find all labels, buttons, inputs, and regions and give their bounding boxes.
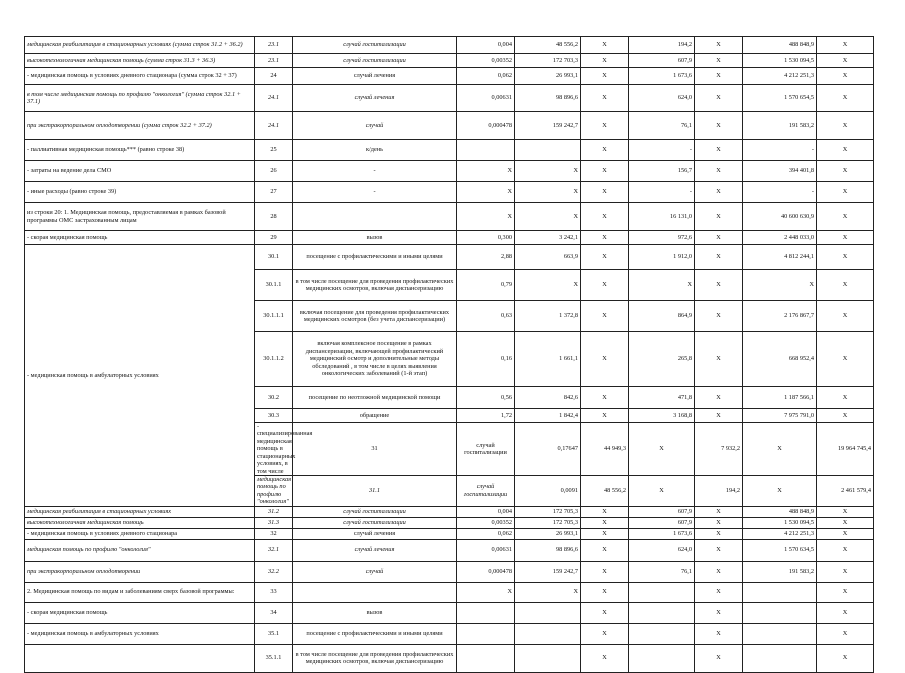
cell-budget-per-capita: X — [581, 506, 629, 517]
table-row — [25, 623, 874, 644]
row-code: 30.1.1 — [255, 270, 293, 301]
row-label: при экстракорпоральном оплодотворении — [25, 561, 255, 582]
row-code: 26 — [255, 161, 293, 182]
row-unit: случай — [293, 561, 457, 582]
row-unit: в том числе посещение для проведения профилактических медицинских осмотров, включая диспансеризацию — [293, 644, 457, 672]
cell-oms-per-capita: 76,1 — [629, 112, 695, 140]
cell-oms-per-capita: 864,9 — [629, 301, 695, 332]
row-unit: случай госпитализации — [293, 37, 457, 54]
row-label: - паллиативная медицинская помощь*** (равно строке 38) — [25, 140, 255, 161]
cell-cost-norm — [515, 140, 581, 161]
row-code: 25 — [255, 140, 293, 161]
cell-cost-norm: X — [515, 582, 581, 602]
row-label: - затраты на ведение дела СМО — [25, 161, 255, 182]
table-row — [25, 231, 874, 245]
table-row — [25, 112, 874, 140]
row-code: 32 — [255, 528, 293, 539]
cell-cost-norm: 172 705,3 — [515, 506, 581, 517]
row-unit: - — [293, 182, 457, 203]
cell-percent: X — [817, 602, 874, 623]
table-row — [25, 54, 874, 68]
cell-oms-per-capita: 1 673,6 — [629, 528, 695, 539]
cell-cost-norm: 172 705,3 — [515, 517, 581, 528]
table-row — [25, 182, 874, 203]
cell-budget-total: X — [695, 68, 743, 85]
row-unit: случай лечения — [293, 68, 457, 85]
row-label: медицинская помощь по профилю "онкология" — [255, 475, 293, 506]
row-unit: посещение с профилактическими и иными целями — [293, 623, 457, 644]
cell-oms-total: 1 530 094,5 — [743, 517, 817, 528]
row-code: 29 — [255, 231, 293, 245]
row-code: 31.3 — [255, 517, 293, 528]
row-label: высокотехнологичная медицинская помощь (сумма строк 31.3 + 36.3) — [25, 54, 255, 68]
cell-percent: X — [817, 182, 874, 203]
cell-budget-total: X — [695, 644, 743, 672]
cell-percent: X — [817, 203, 874, 231]
cell-budget-per-capita: X — [581, 561, 629, 582]
cell-budget-total: X — [695, 270, 743, 301]
row-code: 34 — [255, 602, 293, 623]
cell-oms-total: 488 848,9 — [743, 37, 817, 54]
table-body — [25, 37, 874, 673]
cell-budget-total: X — [695, 245, 743, 270]
cell-oms-per-capita: 624,0 — [629, 85, 695, 112]
row-label: при экстракорпоральном оплодотворении (сумма строк 32.2 + 37.2) — [25, 112, 255, 140]
cell-cost-norm: 1 661,1 — [515, 332, 581, 387]
table-row — [25, 582, 874, 602]
row-label: - скорая медицинская помощь — [25, 602, 255, 623]
row-label: - иные расходы (равно строке 39) — [25, 182, 255, 203]
cell-oms-total: - — [743, 182, 817, 203]
cell-budget-total: X — [695, 517, 743, 528]
cell-oms-total: 394 401,8 — [743, 161, 817, 182]
cell-budget-total: X — [695, 623, 743, 644]
row-unit: посещение по неотложной медицинской помощи — [293, 387, 457, 409]
cell-cost-norm: 26 993,1 — [515, 528, 581, 539]
cell-budget-per-capita: X — [581, 602, 629, 623]
row-code: 23.1 — [255, 37, 293, 54]
cell-budget-total: X — [695, 140, 743, 161]
cell-volume-norm: 0,16 — [457, 332, 515, 387]
cell-volume-norm: 0,17647 — [515, 423, 581, 476]
row-unit: вызов — [293, 231, 457, 245]
cell-oms-per-capita — [629, 644, 695, 672]
cell-oms-total: X — [743, 270, 817, 301]
row-code: 23.1 — [255, 54, 293, 68]
cell-budget-per-capita: X — [581, 623, 629, 644]
row-label: медицинская реабилитация в стационарных условиях (сумма строк 31.2 + 36.2) — [25, 37, 255, 54]
cell-oms-total — [743, 644, 817, 672]
cell-percent: X — [817, 140, 874, 161]
cell-budget-total: X — [695, 409, 743, 423]
cell-cost-norm: X — [515, 182, 581, 203]
cell-volume-norm: 0,79 — [457, 270, 515, 301]
cell-cost-norm: 98 896,6 — [515, 539, 581, 561]
row-unit: включая комплексное посещение в рамках диспансеризации, включающей профилактический медицинский осмотр и дополнительные методы обследований , в том числе в целях выявления онкологических заболеваний (1-й этап) — [293, 332, 457, 387]
cell-oms-total: 1 570 654,5 — [743, 85, 817, 112]
cell-budget-total: X — [743, 423, 817, 476]
cell-oms-total: 19 964 745,4 — [817, 423, 874, 476]
cell-percent: X — [817, 409, 874, 423]
cell-volume-norm — [457, 644, 515, 672]
table-row — [25, 506, 874, 517]
cell-oms-total — [743, 602, 817, 623]
row-code: 27 — [255, 182, 293, 203]
cell-cost-norm: X — [515, 270, 581, 301]
cell-cost-norm: 48 556,2 — [515, 37, 581, 54]
cell-oms-total: 4 212 251,3 — [743, 528, 817, 539]
row-unit: случай госпитализации — [293, 54, 457, 68]
cell-budget-total: X — [695, 602, 743, 623]
cell-volume-norm — [457, 623, 515, 644]
cell-oms-total: 40 600 630,9 — [743, 203, 817, 231]
cell-volume-norm: 0,56 — [457, 387, 515, 409]
cell-cost-norm: 159 242,7 — [515, 112, 581, 140]
cell-budget-per-capita: X — [581, 332, 629, 387]
cell-oms-per-capita: 607,9 — [629, 54, 695, 68]
cell-budget-per-capita: X — [581, 270, 629, 301]
cell-budget-total: X — [695, 539, 743, 561]
cell-oms-total: 1 570 634,5 — [743, 539, 817, 561]
cell-cost-norm: 3 242,1 — [515, 231, 581, 245]
cell-cost-norm: X — [515, 203, 581, 231]
cell-cost-norm: 1 842,4 — [515, 409, 581, 423]
cell-percent: X — [817, 231, 874, 245]
row-unit: случай госпитализации — [457, 475, 515, 506]
cell-percent: X — [817, 68, 874, 85]
cell-oms-total: 2 176 867,7 — [743, 301, 817, 332]
cell-budget-per-capita: X — [581, 644, 629, 672]
cell-budget-per-capita: X — [581, 409, 629, 423]
row-code: 35.1.1 — [255, 644, 293, 672]
cell-budget-per-capita: X — [581, 203, 629, 231]
cell-percent: X — [817, 301, 874, 332]
cell-volume-norm — [457, 602, 515, 623]
cell-percent: X — [817, 539, 874, 561]
row-label: - медицинская помощь в условиях дневного стационара — [25, 528, 255, 539]
cell-oms-total: 2 448 033,0 — [743, 231, 817, 245]
row-code: 30.3 — [255, 409, 293, 423]
cell-percent: X — [817, 506, 874, 517]
row-code: 31 — [293, 423, 457, 476]
cell-oms-total: 4 212 251,3 — [743, 68, 817, 85]
cell-percent: X — [817, 161, 874, 182]
cell-cost-norm: 98 896,6 — [515, 85, 581, 112]
financing-table — [24, 36, 874, 673]
row-label: высокотехнологичная медицинская помощь — [25, 517, 255, 528]
row-label: из строки 20: 1. Медицинская помощь, предоставляемая в рамках базовой программы ОМС застрахованным лицам — [25, 203, 255, 231]
row-code: 35.1 — [255, 623, 293, 644]
cell-cost-norm: 663,9 — [515, 245, 581, 270]
table-row — [25, 140, 874, 161]
row-code: 31.2 — [255, 506, 293, 517]
cell-budget-total: X — [695, 85, 743, 112]
cell-cost-norm: 44 949,3 — [581, 423, 629, 476]
row-code: 33 — [255, 582, 293, 602]
row-code: 32.1 — [255, 539, 293, 561]
cell-budget-per-capita: X — [581, 68, 629, 85]
cell-budget-per-capita: X — [581, 85, 629, 112]
cell-percent: X — [817, 54, 874, 68]
cell-cost-norm: 842,6 — [515, 387, 581, 409]
cell-oms-per-capita: 1 912,0 — [629, 245, 695, 270]
row-unit: случай лечения — [293, 85, 457, 112]
cell-volume-norm: 0,062 — [457, 68, 515, 85]
cell-volume-norm: 0,004 — [457, 506, 515, 517]
cell-budget-total: X — [695, 387, 743, 409]
table-row — [25, 161, 874, 182]
cell-budget-per-capita: X — [629, 423, 695, 476]
row-code: 28 — [255, 203, 293, 231]
cell-budget-per-capita: X — [581, 582, 629, 602]
cell-budget-total: X — [695, 301, 743, 332]
cell-volume-norm: X — [457, 161, 515, 182]
cell-oms-per-capita: 16 131,0 — [629, 203, 695, 231]
cell-oms-per-capita: 607,9 — [629, 517, 695, 528]
cell-percent: X — [817, 517, 874, 528]
cell-budget-per-capita: X — [581, 161, 629, 182]
cell-budget-total: X — [695, 506, 743, 517]
table-row — [25, 539, 874, 561]
cell-oms-per-capita: 607,9 — [629, 506, 695, 517]
row-label: - медицинская помощь в условиях дневного стационара (сумма строк 32 + 37) — [25, 68, 255, 85]
cell-budget-total: X — [695, 582, 743, 602]
row-unit: случай лечения — [293, 528, 457, 539]
cell-volume-norm: 0,63 — [457, 301, 515, 332]
row-label: медицинская реабилитация в стационарных условиях — [25, 506, 255, 517]
row-code: 30.1.1.1 — [255, 301, 293, 332]
table-row — [25, 203, 874, 231]
cell-budget-total: X — [695, 528, 743, 539]
cell-percent: X — [817, 561, 874, 582]
cell-volume-norm: 0,00631 — [457, 85, 515, 112]
row-code: 31.1 — [293, 475, 457, 506]
cell-budget-per-capita: X — [581, 245, 629, 270]
table-row — [25, 644, 874, 672]
cell-oms-total: 4 812 244,1 — [743, 245, 817, 270]
cell-oms-per-capita — [629, 582, 695, 602]
cell-volume-norm: 0,300 — [457, 231, 515, 245]
row-unit — [293, 582, 457, 602]
table-row — [25, 602, 874, 623]
cell-volume-norm: X — [457, 203, 515, 231]
cell-oms-per-capita: 7 932,2 — [695, 423, 743, 476]
cell-percent: X — [817, 37, 874, 54]
row-unit: включая посещение для проведения профилактических медицинских осмотров (без учета диспансеризации) — [293, 301, 457, 332]
row-label — [25, 644, 255, 672]
cell-volume-norm: 0,004 — [457, 37, 515, 54]
cell-volume-norm: 0,00352 — [457, 517, 515, 528]
table-row — [25, 85, 874, 112]
cell-budget-total: X — [695, 112, 743, 140]
table-row — [25, 68, 874, 85]
cell-budget-total: X — [695, 161, 743, 182]
cell-oms-per-capita: 265,8 — [629, 332, 695, 387]
row-label: - медицинская помощь в амбулаторных условиях — [25, 245, 255, 507]
row-label: 2. Медицинская помощь по видам и заболеваниям сверх базовой программы: — [25, 582, 255, 602]
cell-volume-norm: 0,000478 — [457, 561, 515, 582]
row-unit: вызов — [293, 602, 457, 623]
row-label: в том числе медицинская помощь по профилю "онкология" (сумма строк 32.1 + 37.1) — [25, 85, 255, 112]
table-row — [25, 528, 874, 539]
cell-percent: X — [817, 528, 874, 539]
cell-budget-per-capita: X — [581, 140, 629, 161]
row-code: 24.1 — [255, 85, 293, 112]
cell-budget-total: X — [695, 332, 743, 387]
cell-oms-per-capita: 156,7 — [629, 161, 695, 182]
table-row — [25, 37, 874, 54]
row-unit: посещение с профилактическими и иными целями — [293, 245, 457, 270]
cell-oms-per-capita: - — [629, 140, 695, 161]
cell-cost-norm — [515, 602, 581, 623]
cell-oms-total — [743, 582, 817, 602]
row-unit: случай — [293, 112, 457, 140]
cell-volume-norm: 0,000478 — [457, 112, 515, 140]
cell-budget-per-capita: X — [581, 54, 629, 68]
cell-oms-per-capita: 76,1 — [629, 561, 695, 582]
row-code: 32.2 — [255, 561, 293, 582]
cell-oms-per-capita: - — [629, 182, 695, 203]
cell-budget-total: X — [743, 475, 817, 506]
cell-percent: X — [817, 270, 874, 301]
cell-budget-per-capita: X — [581, 539, 629, 561]
cell-percent: X — [817, 245, 874, 270]
cell-oms-per-capita — [629, 602, 695, 623]
row-unit: случай лечения — [293, 539, 457, 561]
cell-cost-norm: 48 556,2 — [581, 475, 629, 506]
cell-percent: X — [817, 85, 874, 112]
cell-budget-per-capita: X — [581, 387, 629, 409]
cell-budget-per-capita: X — [581, 301, 629, 332]
cell-percent: X — [817, 332, 874, 387]
cell-percent: X — [817, 387, 874, 409]
cell-cost-norm: X — [515, 161, 581, 182]
cell-oms-total — [743, 623, 817, 644]
row-code: 30.1 — [255, 245, 293, 270]
cell-volume-norm: 0,062 — [457, 528, 515, 539]
cell-budget-total: X — [695, 231, 743, 245]
cell-volume-norm: 2,88 — [457, 245, 515, 270]
cell-volume-norm: 0,0091 — [515, 475, 581, 506]
row-code: 24.1 — [255, 112, 293, 140]
cell-volume-norm: X — [457, 582, 515, 602]
row-label: - скорая медицинская помощь — [25, 231, 255, 245]
row-unit: в том числе посещение для проведения профилактических медицинских осмотров, включая диспансеризацию — [293, 270, 457, 301]
cell-oms-total: 191 583,2 — [743, 561, 817, 582]
table-row — [25, 245, 874, 270]
cell-volume-norm — [457, 140, 515, 161]
cell-oms-total: 1 187 566,1 — [743, 387, 817, 409]
row-unit: обращение — [293, 409, 457, 423]
row-code: 24 — [255, 68, 293, 85]
cell-oms-per-capita — [629, 623, 695, 644]
cell-percent: X — [817, 623, 874, 644]
table-row — [25, 561, 874, 582]
row-unit: случай госпитализации — [457, 423, 515, 476]
cell-volume-norm: X — [457, 182, 515, 203]
cell-oms-total: 191 583,2 — [743, 112, 817, 140]
cell-oms-per-capita: 471,8 — [629, 387, 695, 409]
cell-budget-per-capita: X — [581, 528, 629, 539]
row-label: медицинская помощь по профилю "онкология" — [25, 539, 255, 561]
cell-budget-per-capita: X — [581, 112, 629, 140]
cell-budget-per-capita: X — [629, 475, 695, 506]
cell-volume-norm: 1,72 — [457, 409, 515, 423]
cell-volume-norm: 0,00631 — [457, 539, 515, 561]
cell-budget-total: X — [695, 37, 743, 54]
cell-oms-total: 2 461 579,4 — [817, 475, 874, 506]
cell-oms-per-capita: 1 673,6 — [629, 68, 695, 85]
row-label: - медицинская помощь в амбулаторных условиях — [25, 623, 255, 644]
row-code: 30.2 — [255, 387, 293, 409]
cell-oms-per-capita: 624,0 — [629, 539, 695, 561]
cell-oms-per-capita: 194,2 — [695, 475, 743, 506]
row-unit: случай госпитализации — [293, 506, 457, 517]
row-label: - специализированная медицинская помощь в стационарных условиях, в том числе — [255, 423, 293, 476]
cell-oms-total: - — [743, 140, 817, 161]
cell-oms-total: 488 848,9 — [743, 506, 817, 517]
row-unit: к/день — [293, 140, 457, 161]
cell-budget-per-capita: X — [581, 517, 629, 528]
row-code: 30.1.1.2 — [255, 332, 293, 387]
cell-oms-per-capita: 972,6 — [629, 231, 695, 245]
cell-oms-total: 1 530 094,5 — [743, 54, 817, 68]
row-unit: случай госпитализации — [293, 517, 457, 528]
cell-cost-norm — [515, 623, 581, 644]
cell-budget-per-capita: X — [581, 231, 629, 245]
cell-cost-norm: 26 993,1 — [515, 68, 581, 85]
cell-oms-per-capita: 3 168,8 — [629, 409, 695, 423]
cell-cost-norm: 159 242,7 — [515, 561, 581, 582]
cell-budget-per-capita: X — [581, 182, 629, 203]
cell-budget-per-capita: X — [581, 37, 629, 54]
cell-cost-norm: 1 372,8 — [515, 301, 581, 332]
cell-oms-per-capita: 194,2 — [629, 37, 695, 54]
cell-oms-per-capita: X — [629, 270, 695, 301]
cell-budget-total: X — [695, 54, 743, 68]
table-row — [25, 517, 874, 528]
row-unit: - — [293, 161, 457, 182]
cell-oms-total: 7 975 791,0 — [743, 409, 817, 423]
cell-percent: X — [817, 644, 874, 672]
cell-budget-total: X — [695, 561, 743, 582]
cell-budget-total: X — [695, 182, 743, 203]
cell-percent: X — [817, 582, 874, 602]
cell-volume-norm: 0,00352 — [457, 54, 515, 68]
cell-budget-total: X — [695, 203, 743, 231]
cell-oms-total: 668 952,4 — [743, 332, 817, 387]
cell-percent: X — [817, 112, 874, 140]
row-unit — [293, 203, 457, 231]
cell-cost-norm — [515, 644, 581, 672]
cell-cost-norm: 172 703,3 — [515, 54, 581, 68]
